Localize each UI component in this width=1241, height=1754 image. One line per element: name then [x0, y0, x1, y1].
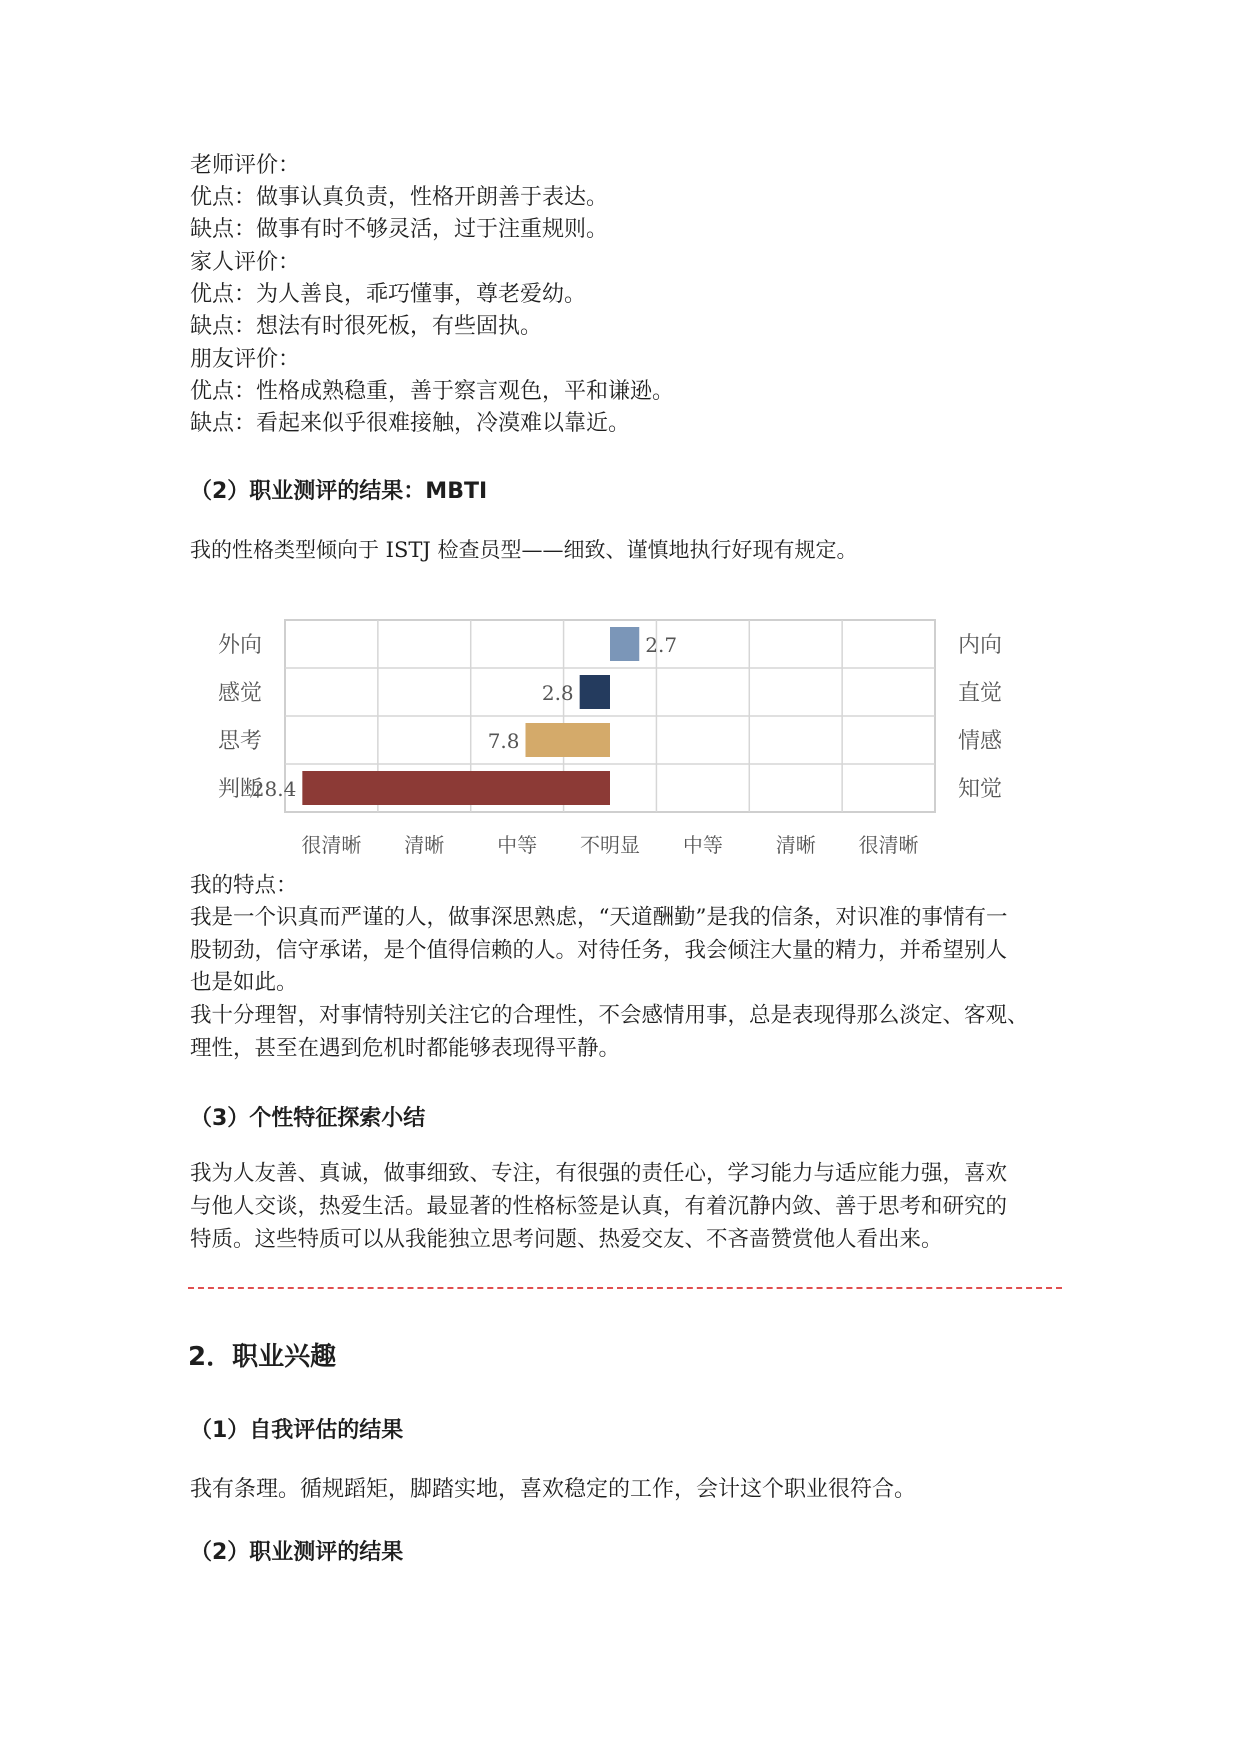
summary-line: 特质。这些特质可以从我能独立思考问题、热爱交友、不吝啬赞赏他人看出来。 — [190, 1227, 943, 1252]
chart-x-tick-label: 不明显 — [580, 833, 640, 857]
features-p2-line: 我十分理智，对事情特别关注它的合理性，不会感情用事，总是表现得那么淡定、客观、 — [190, 1003, 1029, 1028]
summary-line: 与他人交谈，热爱生活。最显著的性格标签是认真，有着沉静内敛、善于思考和研究的 — [190, 1194, 1008, 1219]
teacher-strength: 优点：做事认真负责，性格开朗善于表达。 — [190, 185, 609, 210]
chart-x-tick-label: 中等 — [497, 833, 538, 857]
mbti-section-heading: （2）职业测评的结果：MBTI — [190, 479, 488, 504]
family-weakness: 缺点：想法有时很死板，有些固执。 — [190, 314, 543, 339]
chart-left-label: 思考 — [217, 729, 263, 754]
chart-right-label: 直觉 — [957, 681, 1003, 706]
section-divider — [188, 1287, 1062, 1289]
chart-x-tick-label: 清晰 — [775, 833, 816, 857]
chart-bar — [610, 627, 639, 661]
self-assessment-heading: （1）自我评估的结果 — [190, 1418, 404, 1443]
chart-x-tick-label: 很清晰 — [301, 833, 362, 857]
chart-value-label: 7.8 — [487, 729, 520, 753]
chart-bar — [526, 723, 611, 757]
features-paragraph-2 — [190, 1000, 1070, 1065]
family-strength: 优点：为人善良，乖巧懂事，尊老爱幼。 — [190, 282, 587, 307]
chart-right-label: 知觉 — [957, 777, 1003, 802]
chart-left-label: 外向 — [217, 633, 263, 658]
chart-value-label: 2.7 — [645, 633, 678, 657]
mbti-chart — [200, 610, 1030, 870]
career-test-heading: （2）职业测评的结果 — [190, 1540, 404, 1565]
family-evaluation-label: 家人评价： — [190, 250, 301, 275]
features-label: 我的特点： — [190, 873, 298, 898]
features-paragraph-1 — [190, 902, 1070, 1000]
friend-weakness: 缺点：看起来似乎很难接触，冷漠难以靠近。 — [190, 411, 631, 436]
self-assessment-text: 我有条理。循规蹈矩，脚踏实地，喜欢稳定的工作，会计这个职业很符合。 — [190, 1477, 917, 1502]
features-p1-line: 也是如此。 — [190, 970, 298, 995]
chart-x-tick-label: 清晰 — [404, 833, 445, 857]
mbti-intro: 我的性格类型倾向于 ISTJ 检查员型——细致、谨慎地执行好现有规定。 — [190, 538, 858, 562]
chart-value-label: 28.4 — [251, 777, 297, 801]
interest-section-heading: 2．职业兴趣 — [188, 1342, 337, 1372]
teacher-evaluation-label: 老师评价： — [190, 153, 301, 178]
features-p1-line: 股韧劲，信守承诺，是个值得信赖的人。对待任务，我会倾注大量的精力，并希望别人 — [190, 937, 1008, 963]
chart-left-label: 感觉 — [217, 681, 263, 706]
features-p2-line: 理性，甚至在遇到危机时都能够表现得平静。 — [190, 1035, 621, 1061]
chart-x-tick-label: 很清晰 — [858, 833, 919, 857]
teacher-weakness: 缺点：做事有时不够灵活，过于注重规则。 — [190, 217, 609, 242]
chart-bar — [302, 771, 610, 805]
chart-x-tick-label: 中等 — [682, 833, 723, 857]
summary-section-heading: （3）个性特征探索小结 — [190, 1106, 426, 1131]
chart-right-label: 内向 — [957, 633, 1003, 658]
chart-right-label: 情感 — [957, 729, 1003, 754]
features-p1-line: 我是一个识真而严谨的人，做事深思熟虑，“天道酬勤”是我的信条，对识准的事情有一 — [190, 905, 1008, 930]
chart-left-label: 判断 — [217, 777, 263, 802]
friend-strength: 优点：性格成熟稳重，善于察言观色，平和谦逊。 — [190, 379, 675, 404]
friend-evaluation-label: 朋友评价： — [190, 347, 301, 372]
summary-line: 我为人友善、真诚，做事细致、专注，有很强的责任心，学习能力与适应能力强，喜欢 — [190, 1161, 1008, 1186]
chart-bar — [580, 675, 610, 709]
chart-value-label: 2.8 — [541, 681, 574, 705]
summary-paragraph — [190, 1157, 1070, 1256]
